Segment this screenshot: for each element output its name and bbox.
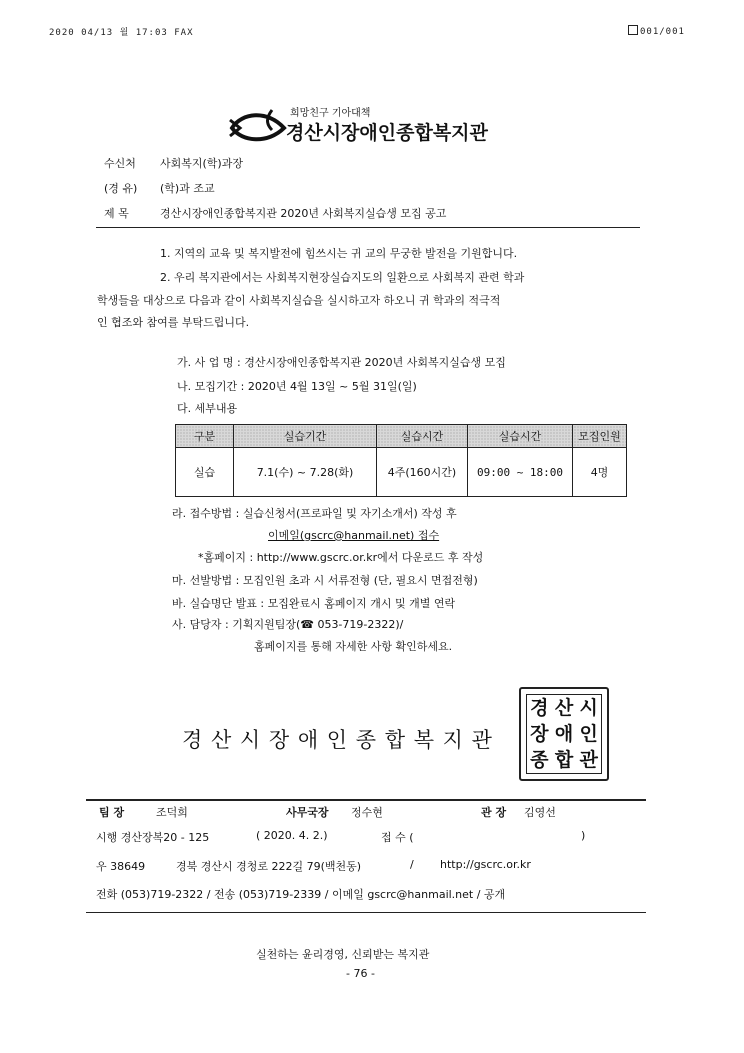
official-seal-image: 경 산 시 장 애 인 종 합 관 bbox=[519, 687, 609, 781]
doc-date: ( 2020. 4. 2.) bbox=[256, 829, 328, 842]
apply-email: 이메일(gscrc@hanmail.net) 접수 bbox=[268, 529, 440, 542]
page-number: - 76 - bbox=[346, 967, 375, 980]
table-header: 구분 bbox=[176, 425, 234, 448]
table-header: 실습기간 bbox=[234, 425, 377, 448]
secretary-label: 사무국장 bbox=[286, 806, 329, 819]
homepage-note: 홈페이지를 통해 자세한 사항 확인하세요. bbox=[254, 640, 453, 653]
recipient-label: 수신처 bbox=[104, 157, 136, 170]
team-lead-label: 팀 장 bbox=[99, 806, 125, 819]
doc-number: 시행 경산장복20 - 125 bbox=[96, 831, 210, 844]
subject-label: 제 목 bbox=[104, 207, 129, 220]
receipt-label: 접 수 ( bbox=[381, 831, 414, 844]
subject-divider bbox=[96, 227, 640, 228]
detail-table bbox=[175, 424, 627, 497]
detail-da: 다. 세부내용 bbox=[177, 402, 238, 415]
subject-value: 경산시장애인종합복지관 2020년 사회복지실습생 모집 공고 bbox=[160, 207, 447, 220]
via-label: (경 유) bbox=[104, 182, 138, 195]
signature-org-name: 경 산 시 장 애 인 종 합 복 지 관 bbox=[182, 728, 493, 752]
body-paragraph-2-line-3: 인 협조와 참여를 부탁드립니다. bbox=[97, 316, 250, 329]
table-header-row bbox=[176, 425, 627, 448]
secretary-name: 정수현 bbox=[351, 806, 383, 819]
footer-divider bbox=[86, 912, 646, 913]
detail-na: 나. 모집기간 : 2020년 4월 13일 ~ 5월 31일(일) bbox=[177, 380, 417, 393]
director-label: 관 장 bbox=[481, 806, 507, 819]
table-header: 실습시간 bbox=[468, 425, 573, 448]
logo bbox=[228, 104, 528, 150]
motto: 실천하는 윤리경영, 신뢰받는 복지관 bbox=[256, 948, 430, 961]
apply-method: 라. 접수방법 : 실습신청서(프로파일 및 자기소개서) 작성 후 bbox=[172, 507, 457, 520]
table-cell: 09:00 ~ 18:00 bbox=[468, 448, 573, 497]
fish-logo-icon bbox=[228, 106, 288, 146]
contact-person: 사. 담당자 : 기획지원팀장(☎ 053-719-2322)/ bbox=[172, 618, 404, 631]
fax-header-right bbox=[628, 25, 685, 37]
logo-slogan: 희망친구 기아대책 bbox=[290, 108, 371, 119]
body-paragraph-2-line-1: 2. 우리 복지관에서는 사회복지현장실습지도의 일환으로 사회복지 관련 학과 bbox=[160, 271, 525, 284]
apply-homepage: *홈페이지 : http://www.gscrc.or.kr에서 다운로드 후 작성 bbox=[198, 551, 484, 564]
announcement: 바. 실습명단 발표 : 모집완료시 홈페이지 개시 및 개별 연락 bbox=[172, 597, 456, 610]
contact-line: 전화 (053)719-2322 / 전송 (053)719-2339 / 이메일 gscrc@hanmail.net / 공개 bbox=[96, 888, 506, 901]
table-header: 실습시간 bbox=[377, 425, 468, 448]
recipient-value: 사회복지(학)과장 bbox=[160, 157, 243, 170]
table-cell: 4명 bbox=[573, 448, 627, 497]
via-value: (학)과 조교 bbox=[160, 182, 215, 195]
website: http://gscrc.or.kr bbox=[440, 858, 531, 871]
table-cell: 실습 bbox=[176, 448, 234, 497]
approval-top-divider bbox=[86, 799, 646, 801]
table-row bbox=[176, 448, 627, 497]
logo-org-name: 경산시장애인종합복지관 bbox=[286, 122, 488, 144]
detail-ga: 가. 사 업 명 : 경산시장애인종합복지관 2020년 사회복지실습생 모집 bbox=[177, 356, 506, 369]
body-paragraph-2-line-2: 학생들을 대상으로 다음과 같이 사회복지실습을 실시하고자 하오니 귀 학과의 적극적 bbox=[97, 294, 501, 307]
address-separator: / bbox=[410, 858, 414, 871]
receipt-close: ) bbox=[581, 829, 586, 842]
selection-method: 마. 선발방법 : 모집인원 초과 시 서류전형 (단, 필요시 면접전형) bbox=[172, 574, 478, 587]
body-paragraph-1: 1. 지역의 교육 및 복지발전에 힘쓰시는 귀 교의 무궁한 발전을 기원합니다. bbox=[160, 247, 518, 260]
fax-header-left: 2020 04/13 월 17:03 FAX bbox=[49, 28, 194, 38]
fax-icon bbox=[628, 25, 638, 35]
director-name: 김영선 bbox=[524, 806, 556, 819]
fax-page-count: 001/001 bbox=[640, 27, 685, 37]
zip-code: 우 38649 bbox=[96, 860, 146, 873]
address: 경북 경산시 경청로 222길 79(백천동) bbox=[176, 860, 362, 873]
table-cell: 4주(160시간) bbox=[377, 448, 468, 497]
table-cell: 7.1(수) ~ 7.28(화) bbox=[234, 448, 377, 497]
team-lead-name: 조덕희 bbox=[156, 806, 188, 819]
table-header: 모집인원 bbox=[573, 425, 627, 448]
